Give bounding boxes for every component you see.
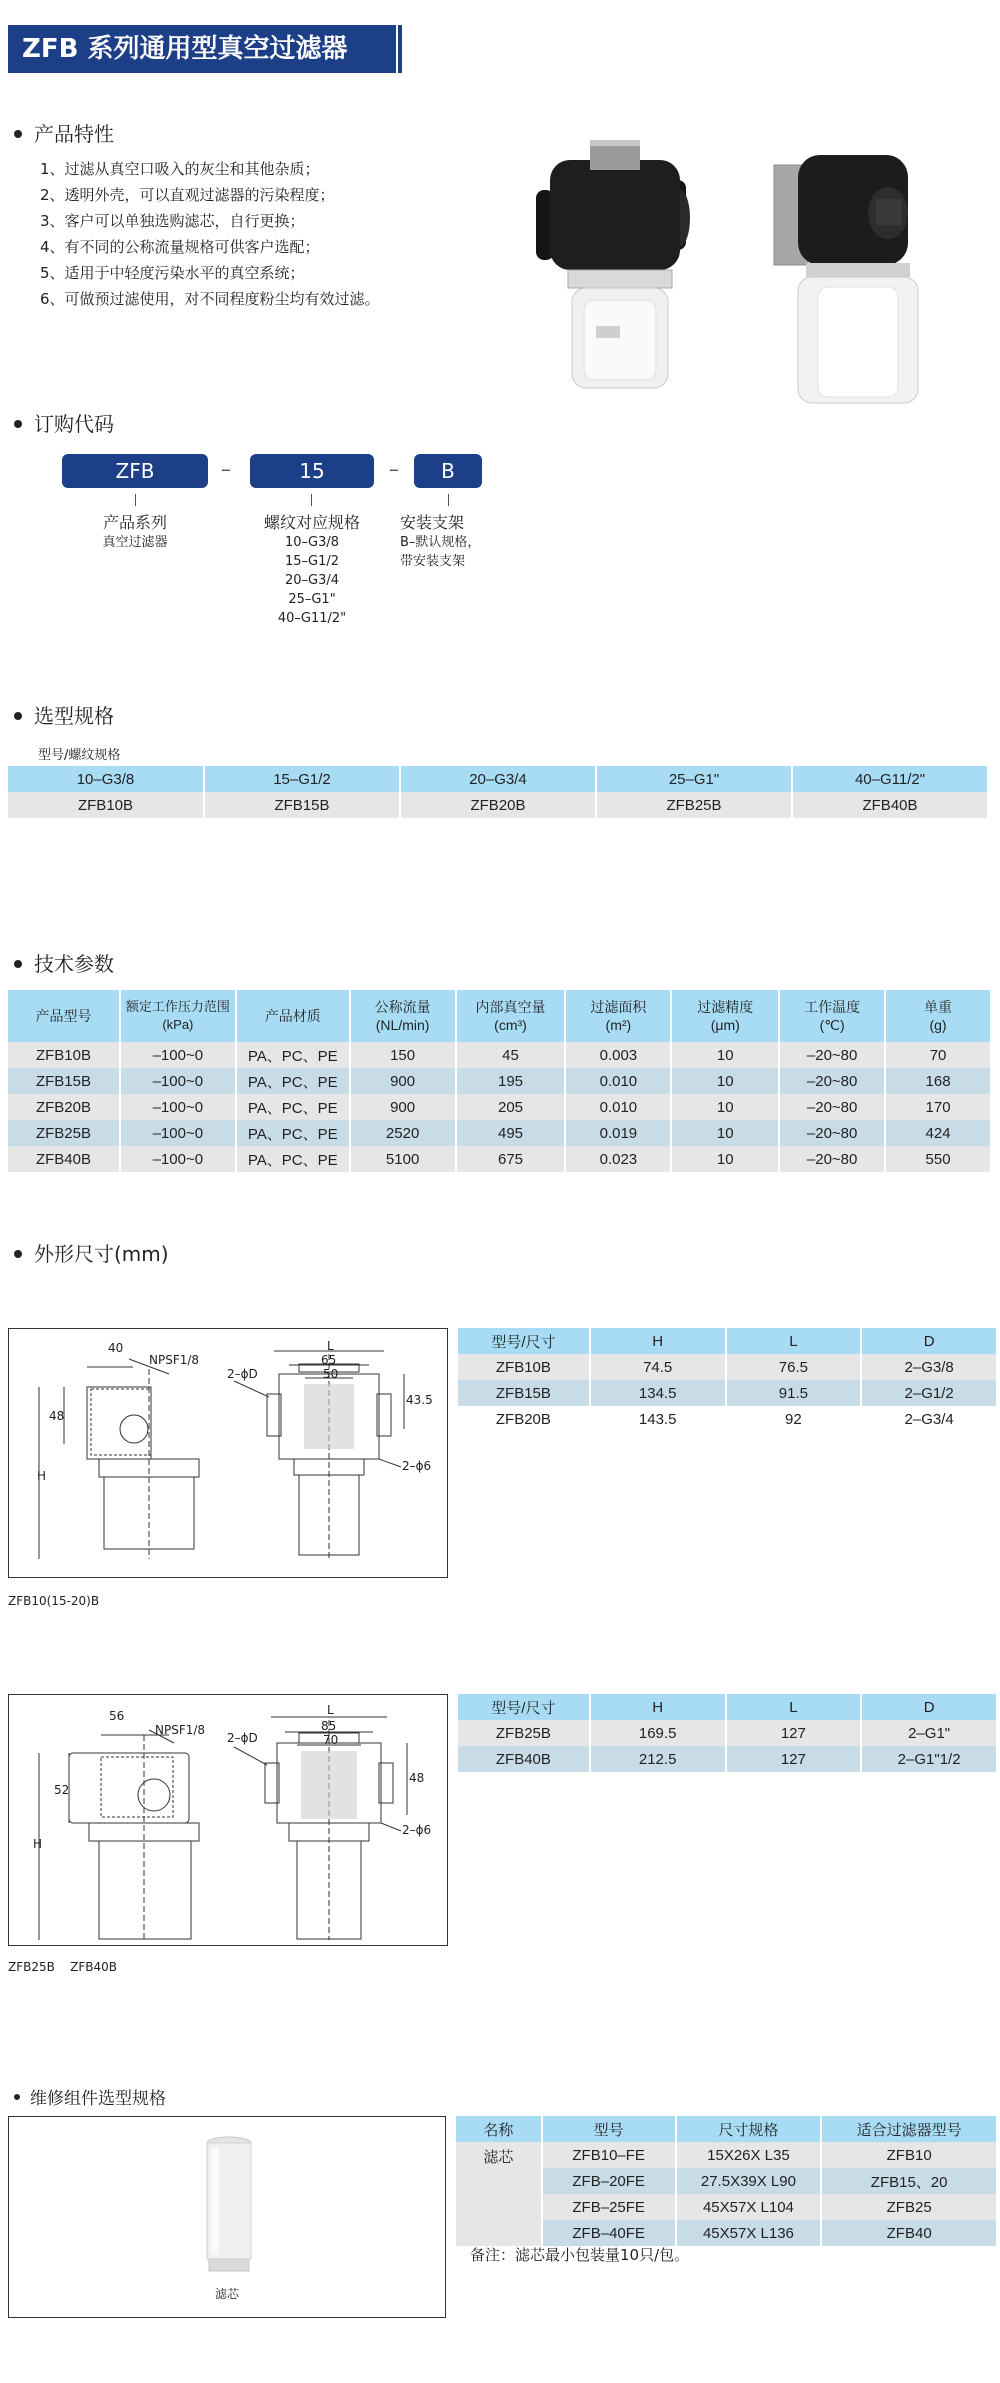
table-header: 单重 (g) [885, 990, 991, 1042]
feature-item: 5、适用于中轻度污染水平的真空系统； [40, 264, 305, 282]
table-cell: 0.003 [565, 1042, 671, 1068]
table-cell: 675 [456, 1146, 566, 1172]
table-cell: –20~80 [779, 1146, 885, 1172]
table-cell: 170 [885, 1094, 991, 1120]
table-cell: PA、PC、PE [236, 1146, 350, 1172]
table-cell: 10 [671, 1068, 779, 1094]
connector-tick [135, 494, 136, 506]
table-cell: –100~0 [120, 1094, 236, 1120]
dim-label: 2–ϕD [227, 1367, 258, 1381]
table-cell: 10–G3/8 [8, 766, 204, 792]
table-cell: ZFB20B [400, 792, 596, 818]
thread-item: 10–G3/8 [284, 535, 340, 550]
selection-subheading: 型号/螺纹规格 [38, 748, 121, 763]
table-cell: 2–G3/4 [861, 1406, 997, 1432]
table-cell: 0.010 [565, 1094, 671, 1120]
table-row [8, 1068, 991, 1094]
table-cell: ZFB15B [8, 1068, 120, 1094]
table-cell: 91.5 [726, 1380, 862, 1406]
dim-label: L [327, 1703, 334, 1717]
feature-item: 6、可做预过滤使用，对不同程度粉尘均有效过滤。 [40, 290, 380, 308]
thread-item: 15–G1/2 [284, 554, 340, 569]
table-header: 过滤面积 (m²) [565, 990, 671, 1042]
table-cell: –100~0 [120, 1146, 236, 1172]
table-cell: 型号 [542, 2116, 676, 2142]
dim-label: NPSF1/8 [149, 1353, 200, 1367]
tech-heading: 技术参数 [14, 948, 114, 977]
table-row [8, 792, 988, 818]
table-cell: 27.5X39X L90 [676, 2168, 822, 2194]
table-cell: ZFB20B [458, 1406, 590, 1432]
table-cell: 127 [726, 1720, 862, 1746]
table-cell: ZFB40B [8, 1146, 120, 1172]
table-header: 过滤精度 (μm) [671, 990, 779, 1042]
table-header: 内部真空量 (cm³) [456, 990, 566, 1042]
table-row [8, 1094, 991, 1120]
series-subtitle: 真空过滤器 [102, 535, 168, 550]
table-cell: 74.5 [590, 1354, 726, 1380]
table-cell: –100~0 [120, 1120, 236, 1146]
table-row [8, 1042, 991, 1068]
table-cell: 2–G3/8 [861, 1354, 997, 1380]
table-cell: 92 [726, 1406, 862, 1432]
table-cell: 127 [726, 1746, 862, 1772]
table-header-row [458, 1694, 997, 1720]
order-heading: 订购代码 [14, 408, 114, 437]
table-cell: ZFB–20FE [542, 2168, 676, 2194]
table-cell: 适合过滤器型号 [821, 2116, 997, 2142]
table-cell: 424 [885, 1120, 991, 1146]
table-cell: –20~80 [779, 1068, 885, 1094]
table-header-row [458, 1328, 997, 1354]
table-cell: PA、PC、PE [236, 1068, 350, 1094]
order-code-series: ZFB [62, 454, 208, 488]
table-cell: D [861, 1328, 997, 1354]
filter-element-label: 滤芯 [215, 2287, 240, 2301]
table-cell: ZFB40B [792, 792, 988, 818]
table-cell: ZFB15、20 [821, 2168, 997, 2194]
order-code-separator: – [389, 457, 399, 481]
table-row [458, 1720, 997, 1746]
table-cell: 10 [671, 1094, 779, 1120]
dim-label: 43.5 [406, 1393, 433, 1407]
table-cell: ZFB15B [458, 1380, 590, 1406]
bullet-icon [14, 1250, 22, 1258]
table-cell: 10 [671, 1120, 779, 1146]
dim-label: H [33, 1837, 43, 1851]
table-row [458, 1380, 997, 1406]
table-cell: ZFB10B [458, 1354, 590, 1380]
table-cell: ZFB10B [8, 1042, 120, 1068]
table-cell: PA、PC、PE [236, 1120, 350, 1146]
dim-label: H [37, 1469, 47, 1483]
product-photo-zfb25 [758, 135, 938, 410]
table-cell: 143.5 [590, 1406, 726, 1432]
table-cell: ZFB25 [821, 2194, 997, 2220]
series-title: 产品系列 [102, 513, 167, 532]
bullet-icon [14, 130, 22, 138]
dim-label: 48 [409, 1771, 425, 1785]
product-photo-zfb10 [520, 130, 700, 405]
table-row [456, 2142, 997, 2168]
table-cell: –20~80 [779, 1120, 885, 1146]
table-cell: –100~0 [120, 1042, 236, 1068]
selection-heading: 选型规格 [14, 700, 114, 729]
table-cell: 10 [671, 1042, 779, 1068]
table-header-row [8, 766, 988, 792]
repair-heading: 维修组件选型规格 [14, 2084, 166, 2109]
thread-title: 螺纹对应规格 [263, 513, 360, 532]
mount-title: 安装支架 [400, 513, 465, 532]
table-cell: 2–G1" [861, 1720, 997, 1746]
table-cell: –20~80 [779, 1094, 885, 1120]
order-mount-desc [400, 510, 500, 571]
table-header: 额定工作压力范围 (kPa) [120, 990, 236, 1042]
table-cell: 76.5 [726, 1354, 862, 1380]
table-cell: 0.010 [565, 1068, 671, 1094]
table-cell: ZFB40B [458, 1746, 590, 1772]
table-cell: 900 [350, 1068, 456, 1094]
feature-item: 3、客户可以单独选购滤芯，自行更换； [40, 212, 305, 230]
order-code-mount: B [414, 454, 482, 488]
table-cell: 495 [456, 1120, 566, 1146]
table-cell: 型号/尺寸 [458, 1328, 590, 1354]
table-cell: 550 [885, 1146, 991, 1172]
table-header: 产品型号 [8, 990, 120, 1042]
bullet-icon [14, 712, 22, 720]
thread-item: 40–G11/2" [277, 611, 347, 626]
table-cell: D [861, 1694, 997, 1720]
table-row [8, 1146, 991, 1172]
table-cell: 0.019 [565, 1120, 671, 1146]
dim-label: 2–ϕ6 [402, 1459, 432, 1473]
table-cell: ZFB–25FE [542, 2194, 676, 2220]
table-cell: ZFB25B [8, 1120, 120, 1146]
table-cell: 0.023 [565, 1146, 671, 1172]
dim-label: 2–ϕ6 [402, 1823, 432, 1837]
dim-label: 70 [323, 1733, 339, 1747]
table-cell: 70 [885, 1042, 991, 1068]
table-cell: ZFB–40FE [542, 2220, 676, 2246]
table-header-row [8, 990, 991, 1042]
dim-label: 85 [321, 1719, 337, 1733]
tech-table [8, 990, 992, 1172]
dimension-drawing-1 [8, 1328, 448, 1578]
dim-label: 2–ϕD [227, 1731, 258, 1745]
thread-item: 20–G3/4 [284, 573, 340, 588]
table-cell: ZFB10–FE [542, 2142, 676, 2168]
table-cell: H [590, 1328, 726, 1354]
table-cell: ZFB15B [204, 792, 400, 818]
table-cell: 滤芯 [456, 2142, 542, 2246]
mount-item: B–默认规格， [400, 535, 481, 550]
table-cell: 900 [350, 1094, 456, 1120]
table-cell: 40–G11/2" [792, 766, 988, 792]
table-cell: –20~80 [779, 1042, 885, 1068]
table-header-row [456, 2116, 997, 2142]
table-cell: 尺寸规格 [676, 2116, 822, 2142]
table-cell: 15X26X L35 [676, 2142, 822, 2168]
feature-item: 4、有不同的公称流量规格可供客户选配； [40, 238, 320, 256]
table-cell: ZFB20B [8, 1094, 120, 1120]
table-cell: 45X57X L136 [676, 2220, 822, 2246]
table-cell: 型号/尺寸 [458, 1694, 590, 1720]
features-heading: 产品特性 [14, 118, 114, 147]
table-cell: 2–G1/2 [861, 1380, 997, 1406]
table-cell: ZFB10B [8, 792, 204, 818]
dim-label: NPSF1/8 [155, 1723, 206, 1737]
bullet-icon [14, 2094, 20, 2100]
order-thread-desc [250, 510, 374, 628]
selection-table [8, 766, 989, 818]
features-list [40, 156, 380, 312]
table-row [8, 1120, 991, 1146]
table-cell: 25–G1" [596, 766, 792, 792]
dim-label: L [327, 1339, 334, 1353]
dims-heading: 外形尺寸(mm) [14, 1238, 169, 1267]
table-cell: 15–G1/2 [204, 766, 400, 792]
page-title: ZFB 系列通用型真空过滤器 [8, 25, 396, 73]
table-cell: 212.5 [590, 1746, 726, 1772]
table-cell: 205 [456, 1094, 566, 1120]
table-cell: L [726, 1694, 862, 1720]
table-cell: 168 [885, 1068, 991, 1094]
bullet-icon [14, 420, 22, 428]
table-row [458, 1354, 997, 1380]
dim-label: 65 [321, 1353, 337, 1367]
dimension-table-1 [458, 1328, 998, 1432]
table-cell: –100~0 [120, 1068, 236, 1094]
table-cell: H [590, 1694, 726, 1720]
table-cell: ZFB25B [458, 1720, 590, 1746]
table-cell: 45 [456, 1042, 566, 1068]
dimension-drawing-2 [8, 1694, 448, 1946]
table-header: 工作温度 (℃) [779, 990, 885, 1042]
connector-tick [448, 494, 449, 506]
repair-note: 备注：滤芯最小包装量10只/包。 [470, 2246, 690, 2264]
table-header: 公称流量 (NL/min) [350, 990, 456, 1042]
table-cell: ZFB40 [821, 2220, 997, 2246]
table-cell: 20–G3/4 [400, 766, 596, 792]
table-cell: 150 [350, 1042, 456, 1068]
dim-label: 56 [109, 1709, 125, 1723]
mount-item: 带安装支架 [400, 554, 466, 569]
connector-tick [311, 494, 312, 506]
table-cell: 45X57X L104 [676, 2194, 822, 2220]
dim-label: 50 [323, 1367, 339, 1381]
title-accent-bar [398, 25, 402, 73]
table-cell: PA、PC、PE [236, 1094, 350, 1120]
table-row [458, 1406, 997, 1432]
table-cell: PA、PC、PE [236, 1042, 350, 1068]
table-row [458, 1746, 997, 1772]
order-series-desc [90, 510, 180, 552]
drawing-caption: ZFB25B ZFB40B [8, 1960, 117, 1974]
order-code-thread: 15 [250, 454, 374, 488]
table-cell: 134.5 [590, 1380, 726, 1406]
order-code-separator: – [221, 457, 231, 481]
filter-element-image [8, 2116, 446, 2318]
bullet-icon [14, 960, 22, 968]
table-cell: 195 [456, 1068, 566, 1094]
drawing-caption: ZFB10(15-20)B [8, 1594, 100, 1608]
table-cell: L [726, 1328, 862, 1354]
dim-label: 40 [108, 1341, 124, 1355]
dim-label: 52 [54, 1783, 70, 1797]
table-cell: 2520 [350, 1120, 456, 1146]
table-cell: 名称 [456, 2116, 542, 2142]
table-cell: ZFB25B [596, 792, 792, 818]
table-header: 产品材质 [236, 990, 350, 1042]
dim-label: 48 [49, 1409, 65, 1423]
table-cell: 2–G1"1/2 [861, 1746, 997, 1772]
feature-item: 1、过滤从真空口吸入的灰尘和其他杂质； [40, 160, 320, 178]
table-cell: 5100 [350, 1146, 456, 1172]
table-cell: 169.5 [590, 1720, 726, 1746]
thread-item: 25–G1" [288, 592, 336, 607]
repair-table [456, 2116, 998, 2246]
feature-item: 2、透明外壳，可以直观过滤器的污染程度； [40, 186, 335, 204]
table-cell: ZFB10 [821, 2142, 997, 2168]
dimension-table-2 [458, 1694, 998, 1772]
table-cell: 10 [671, 1146, 779, 1172]
